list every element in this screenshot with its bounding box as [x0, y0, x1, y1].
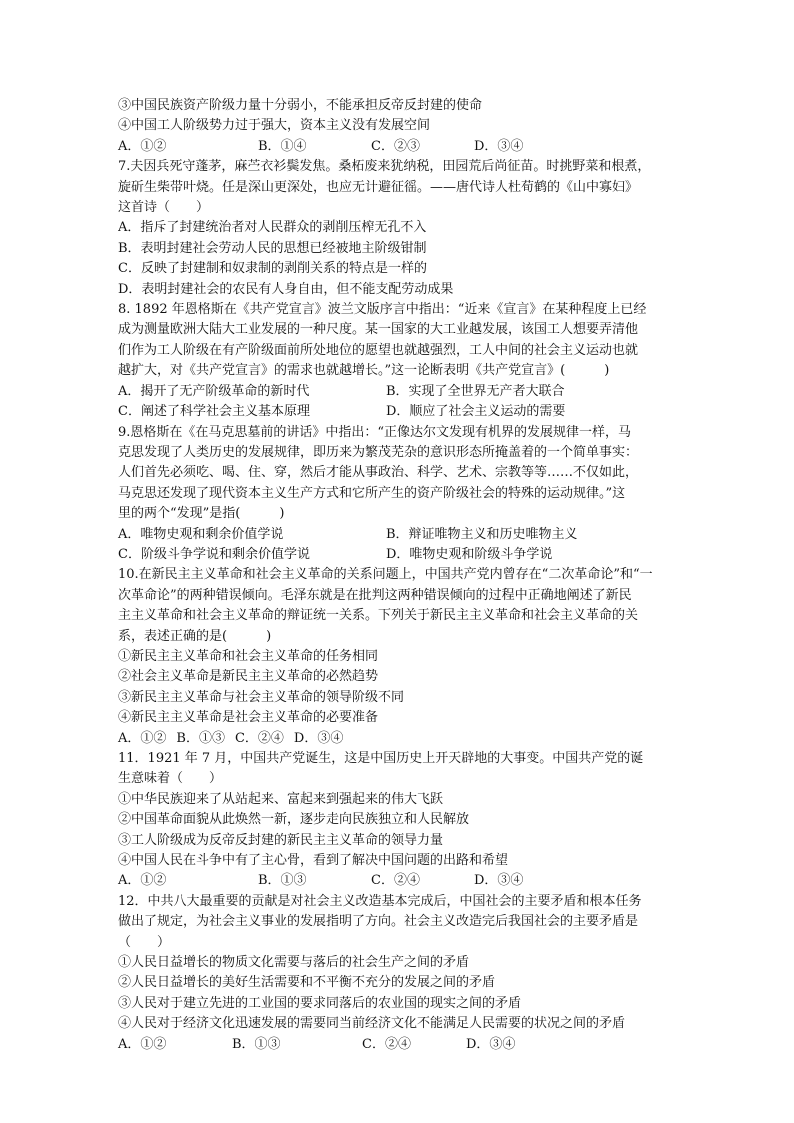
question-stem: 11．1921 年 7 月，中国共产党诞生，这是中国历史上开天辟地的大事变。中国共产党的诞: [118, 751, 644, 766]
statement-1: ①中华民族迎来了从站起来、富起来到强起来的伟大飞跃: [118, 791, 444, 807]
option-b[interactable]: B．表明封建社会劳动人民的思想已经被地主阶级钳制: [118, 240, 427, 256]
option-d[interactable]: D．③④: [293, 730, 344, 746]
option-b[interactable]: B．实现了全世界无产者大联合: [386, 383, 565, 399]
statement-1: ①新民主主义革命和社会主义革命的任务相同: [118, 648, 379, 664]
option-b[interactable]: B．①③: [232, 1036, 281, 1052]
statement-2: ②人民日益增长的美好生活需要和不平衡不充分的发展之间的矛盾: [118, 975, 496, 991]
option-d[interactable]: D．③④: [474, 873, 524, 889]
option-c[interactable]: C．阐述了科学社会主义基本原理: [118, 404, 310, 420]
option-d[interactable]: D．③④: [466, 1036, 516, 1052]
statement-4: ④中国人民在斗争中有了主心骨，看到了解决中国问题的出路和希望: [118, 853, 509, 869]
question-stem: 12．中共八大最重要的贡献是对社会主义改造基本完成后，中国社会的主要矛盾和根本任务: [118, 893, 642, 909]
question-stem: 8. 1892 年恩格斯在《共产党宣言》波兰文版序言中指出：“近来《宣言》在某种程度上已经: [118, 302, 647, 318]
options-row: [118, 382, 678, 402]
options-row: [118, 137, 678, 157]
question-stem: 们作为工人阶级在有产阶级面前所处地位的愿望也就越强烈，工人中间的社会主义运动也就: [118, 342, 639, 358]
option-c[interactable]: C．②④: [371, 873, 420, 889]
option-c[interactable]: C．②③: [371, 138, 420, 154]
option-d[interactable]: D．表明封建社会的农民有人身自由，但不能支配劳动成果: [118, 281, 454, 297]
question-7: [118, 157, 678, 300]
question-stem: 9.恩格斯在《在马克思墓前的讲话》中指出：“正像达尔文发现有机界的发展规律一样，马: [118, 424, 632, 440]
question-stem: （ ）: [118, 934, 171, 950]
option-b[interactable]: B．①③: [176, 730, 225, 746]
question-stem: 里的两个“发现”是指( ): [118, 506, 285, 522]
question-stem: 生意味着（ ）: [118, 771, 223, 787]
option-c[interactable]: C．阶级斗争学说和剩余价值学说: [118, 546, 310, 562]
option-c[interactable]: C．反映了封建制和奴隶制的剥削关系的特点是一样的: [118, 261, 427, 277]
statement-3: ③新民主主义革命与社会主义革命的领导阶级不同: [118, 689, 405, 705]
statement-2: ②社会主义革命是新民主主义革命的必然趋势: [118, 669, 379, 685]
option-b[interactable]: B．①④: [258, 138, 307, 154]
option-a[interactable]: A．①②: [118, 1036, 167, 1052]
question-10: [118, 565, 678, 749]
question-6-tail: [118, 96, 678, 157]
statement-2: ②中国革命面貌从此焕然一新，逐步走向民族独立和人民解放: [118, 812, 470, 828]
question-stem: 主主义革命和社会主义革命的辩证统一关系。下列关于新民主主义革命和社会主义革命的关: [118, 608, 639, 624]
question-8: [118, 300, 678, 422]
option-c[interactable]: C．②④: [234, 730, 284, 746]
statement-3: ③工人阶级成为反帝反封建的新民主主义革命的领导力量: [118, 832, 444, 848]
question-stem: 越扩大，对《共产党宣言》的需求也就越增长。”这一论断表明《共产党宣言》( ): [118, 363, 610, 379]
question-9: [118, 423, 678, 566]
question-stem: 克思发现了人类历史的发展规律，即历来为繁茂芜杂的意识形态所掩盖着的一个简单事实：: [118, 444, 639, 460]
question-stem: 旋斫生柴带叶烧。任是深山更深处，也应无计避征徭。——唐代诗人杜荀鹤的《山中寡妇》: [118, 179, 639, 195]
option-a[interactable]: A．指斥了封建统治者对人民群众的剥削压榨无孔不入: [118, 220, 427, 236]
question-stem: 次革命论”的两种错误倾向。毛泽东就是在批判这两种错误倾向的过程中正确地阐述了新民: [118, 587, 632, 603]
option-a[interactable]: A．①②: [118, 873, 167, 889]
question-stem: 成为测量欧洲大陆大工业发展的一种尺度。某一国家的大工业越发展，该国工人想要弄清他: [118, 322, 639, 338]
statement-3: ③人民对于建立先进的工业国的要求同落后的农业国的现实之间的矛盾: [118, 995, 522, 1011]
option-d[interactable]: D．顺应了社会主义运动的需要: [386, 404, 566, 420]
question-stem: 系，表述正确的是( ): [118, 628, 272, 644]
option-a[interactable]: A．唯物史观和剩余价值学说: [118, 526, 284, 542]
options-row: [118, 1035, 678, 1055]
question-12: [118, 892, 678, 1055]
question-11: [118, 749, 678, 892]
statement-4: ④人民对于经济文化迅速发展的需要同当前经济文化不能满足人民需要的状况之间的矛盾: [118, 1016, 626, 1032]
option-d[interactable]: D．③④: [474, 138, 524, 154]
option-d[interactable]: D．唯物史观和阶级斗争学说: [386, 546, 553, 562]
statement-4: ④新民主主义革命是社会主义革命的必要准备: [118, 710, 379, 726]
options-row: [118, 402, 678, 422]
question-stem: 这首诗（ ）: [118, 200, 210, 216]
options-row: [118, 525, 678, 545]
statement-4: ④中国工人阶级势力过于强大，资本主义没有发展空间: [118, 118, 431, 134]
option-b[interactable]: B．辩证唯物主义和历史唯物主义: [386, 526, 578, 542]
question-stem: 7.夫因兵死守蓬茅，麻苎衣衫鬓发焦。桑柘废来犹纳税，田园荒后尚征苗。时挑野菜和根煮，: [118, 159, 651, 175]
statement-1: ①人民日益增长的物质文化需要与落后的社会生产之间的矛盾: [118, 955, 470, 971]
question-stem: 10.在新民主主义革命和社会主义革命的关系问题上，中国共产党内曾存在“二次革命论”和“一: [118, 567, 653, 583]
option-a[interactable]: A．①②: [118, 138, 167, 154]
question-stem: 马克思还发现了现代资本主义生产方式和它所产生的资产阶级社会的特殊的运动规律。”这: [118, 485, 626, 501]
exam-page: [118, 96, 678, 1055]
options-row: [118, 729, 678, 749]
question-stem: 做出了规定，为社会主义事业的发展指明了方向。社会主义改造完后我国社会的主要矛盾是: [118, 914, 639, 930]
options-row: [118, 545, 678, 565]
option-c[interactable]: C．②④: [362, 1036, 411, 1052]
option-b[interactable]: B．①③: [258, 873, 307, 889]
option-a[interactable]: A．揭开了无产阶级革命的新时代: [118, 383, 310, 399]
options-row: [118, 871, 678, 891]
question-stem: 人们首先必须吃、喝、住、穿，然后才能从事政治、科学、艺术、宗教等等……不仅如此，: [118, 465, 639, 481]
option-a[interactable]: A．①②: [118, 730, 167, 746]
statement-3: ③中国民族资产阶级力量十分弱小，不能承担反帝反封建的使命: [118, 98, 483, 113]
